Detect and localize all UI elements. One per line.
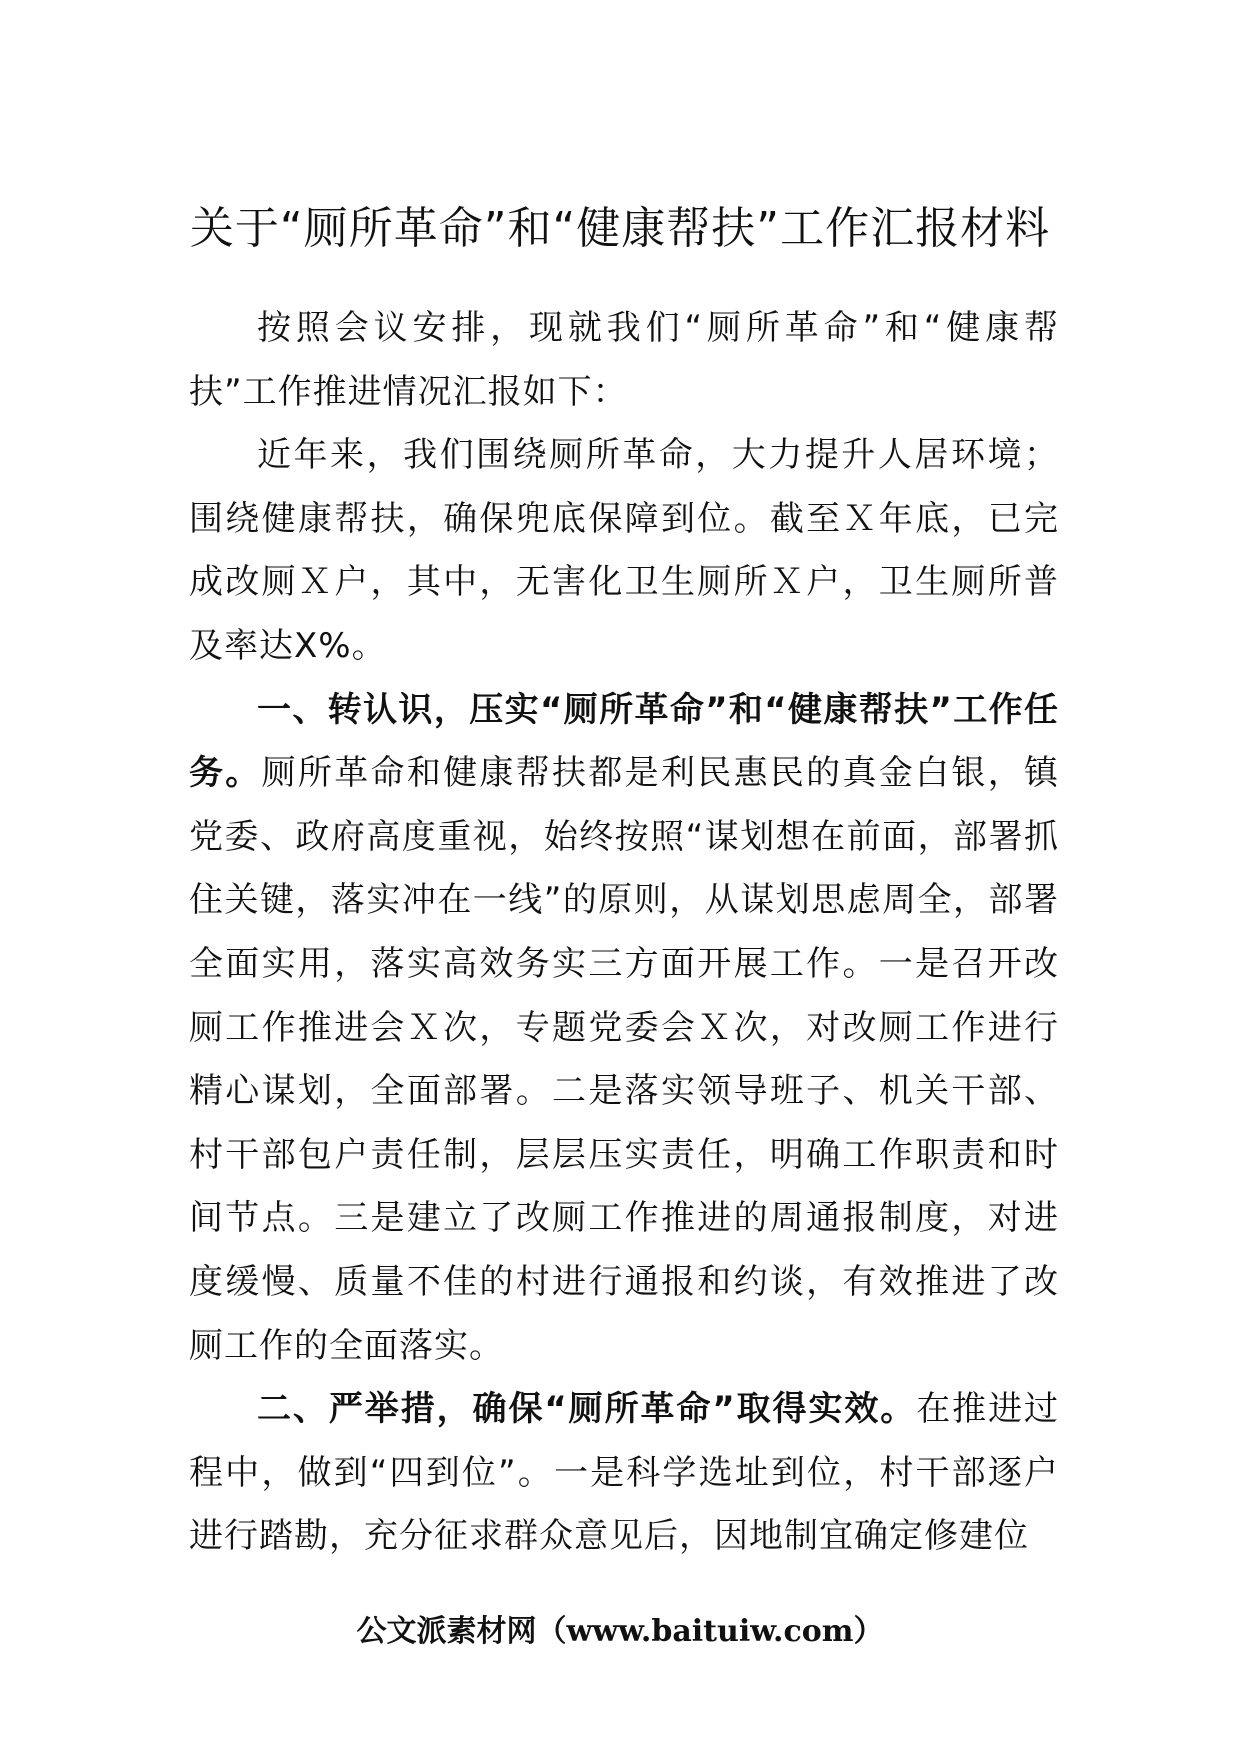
paragraph-section-one — [189, 679, 1059, 1379]
paragraph-intro — [189, 297, 1059, 424]
paragraph-text: 在推进过程中，做到“四到位”。一是科学选址到位，村干部逐户进行踏勘，充分征求群众意见后，因地制宜确定修建位 — [189, 1389, 1060, 1557]
paragraph-text: 按照会议安排，现就我们“厕所革命”和“健康帮扶”工作推进情况汇报如下： — [189, 308, 1059, 412]
document-body — [189, 297, 1059, 1569]
paragraph-section-two — [189, 1378, 1059, 1569]
document-title: 关于“厕所革命”和“健康帮扶”工作汇报材料 — [189, 203, 1051, 255]
source-footer: 公文派素材网（www.baituiw.com） — [356, 1614, 884, 1649]
paragraph-text: 近年来，我们围绕厕所革命，大力提升人居环境；围绕健康帮扶，确保兜底保障到位。截至Ｘ年底，已完成改厕Ｘ户，其中，无害化卫生厕所Ｘ户，卫生厕所普及率达X%。 — [189, 435, 1059, 666]
paragraph-text: 厕所革命和健康帮扶都是利民惠民的真金白银，镇党委、政府高度重视，始终按照“谋划想在前面，部署抓住关键，落实冲在一线”的原则，从谋划思虑周全，部署全面实用，落实高效务实三方面开展工作。一是召开改厕工作推进会Ｘ次，专题党委会Ｘ次，对改厕工作进行精心谋划，全面部署。二是落实领导班子、机关干部、村干部包户责任制，层层压实责任，明确工作职责和时间节点。三是建立了改厕工作推进的周通报制度，对进度缓慢、质量不佳的村进行通报和约谈，有效推进了改厕工作的全面落实。 — [189, 753, 1059, 1366]
paragraph-overview — [189, 424, 1059, 678]
section-heading: 二、严举措，确保“厕所革命”取得实效。 — [257, 1389, 917, 1430]
section-heading: 一、转认识，压实“厕所革命”和“健康帮扶”工作任务。 — [189, 689, 1059, 794]
